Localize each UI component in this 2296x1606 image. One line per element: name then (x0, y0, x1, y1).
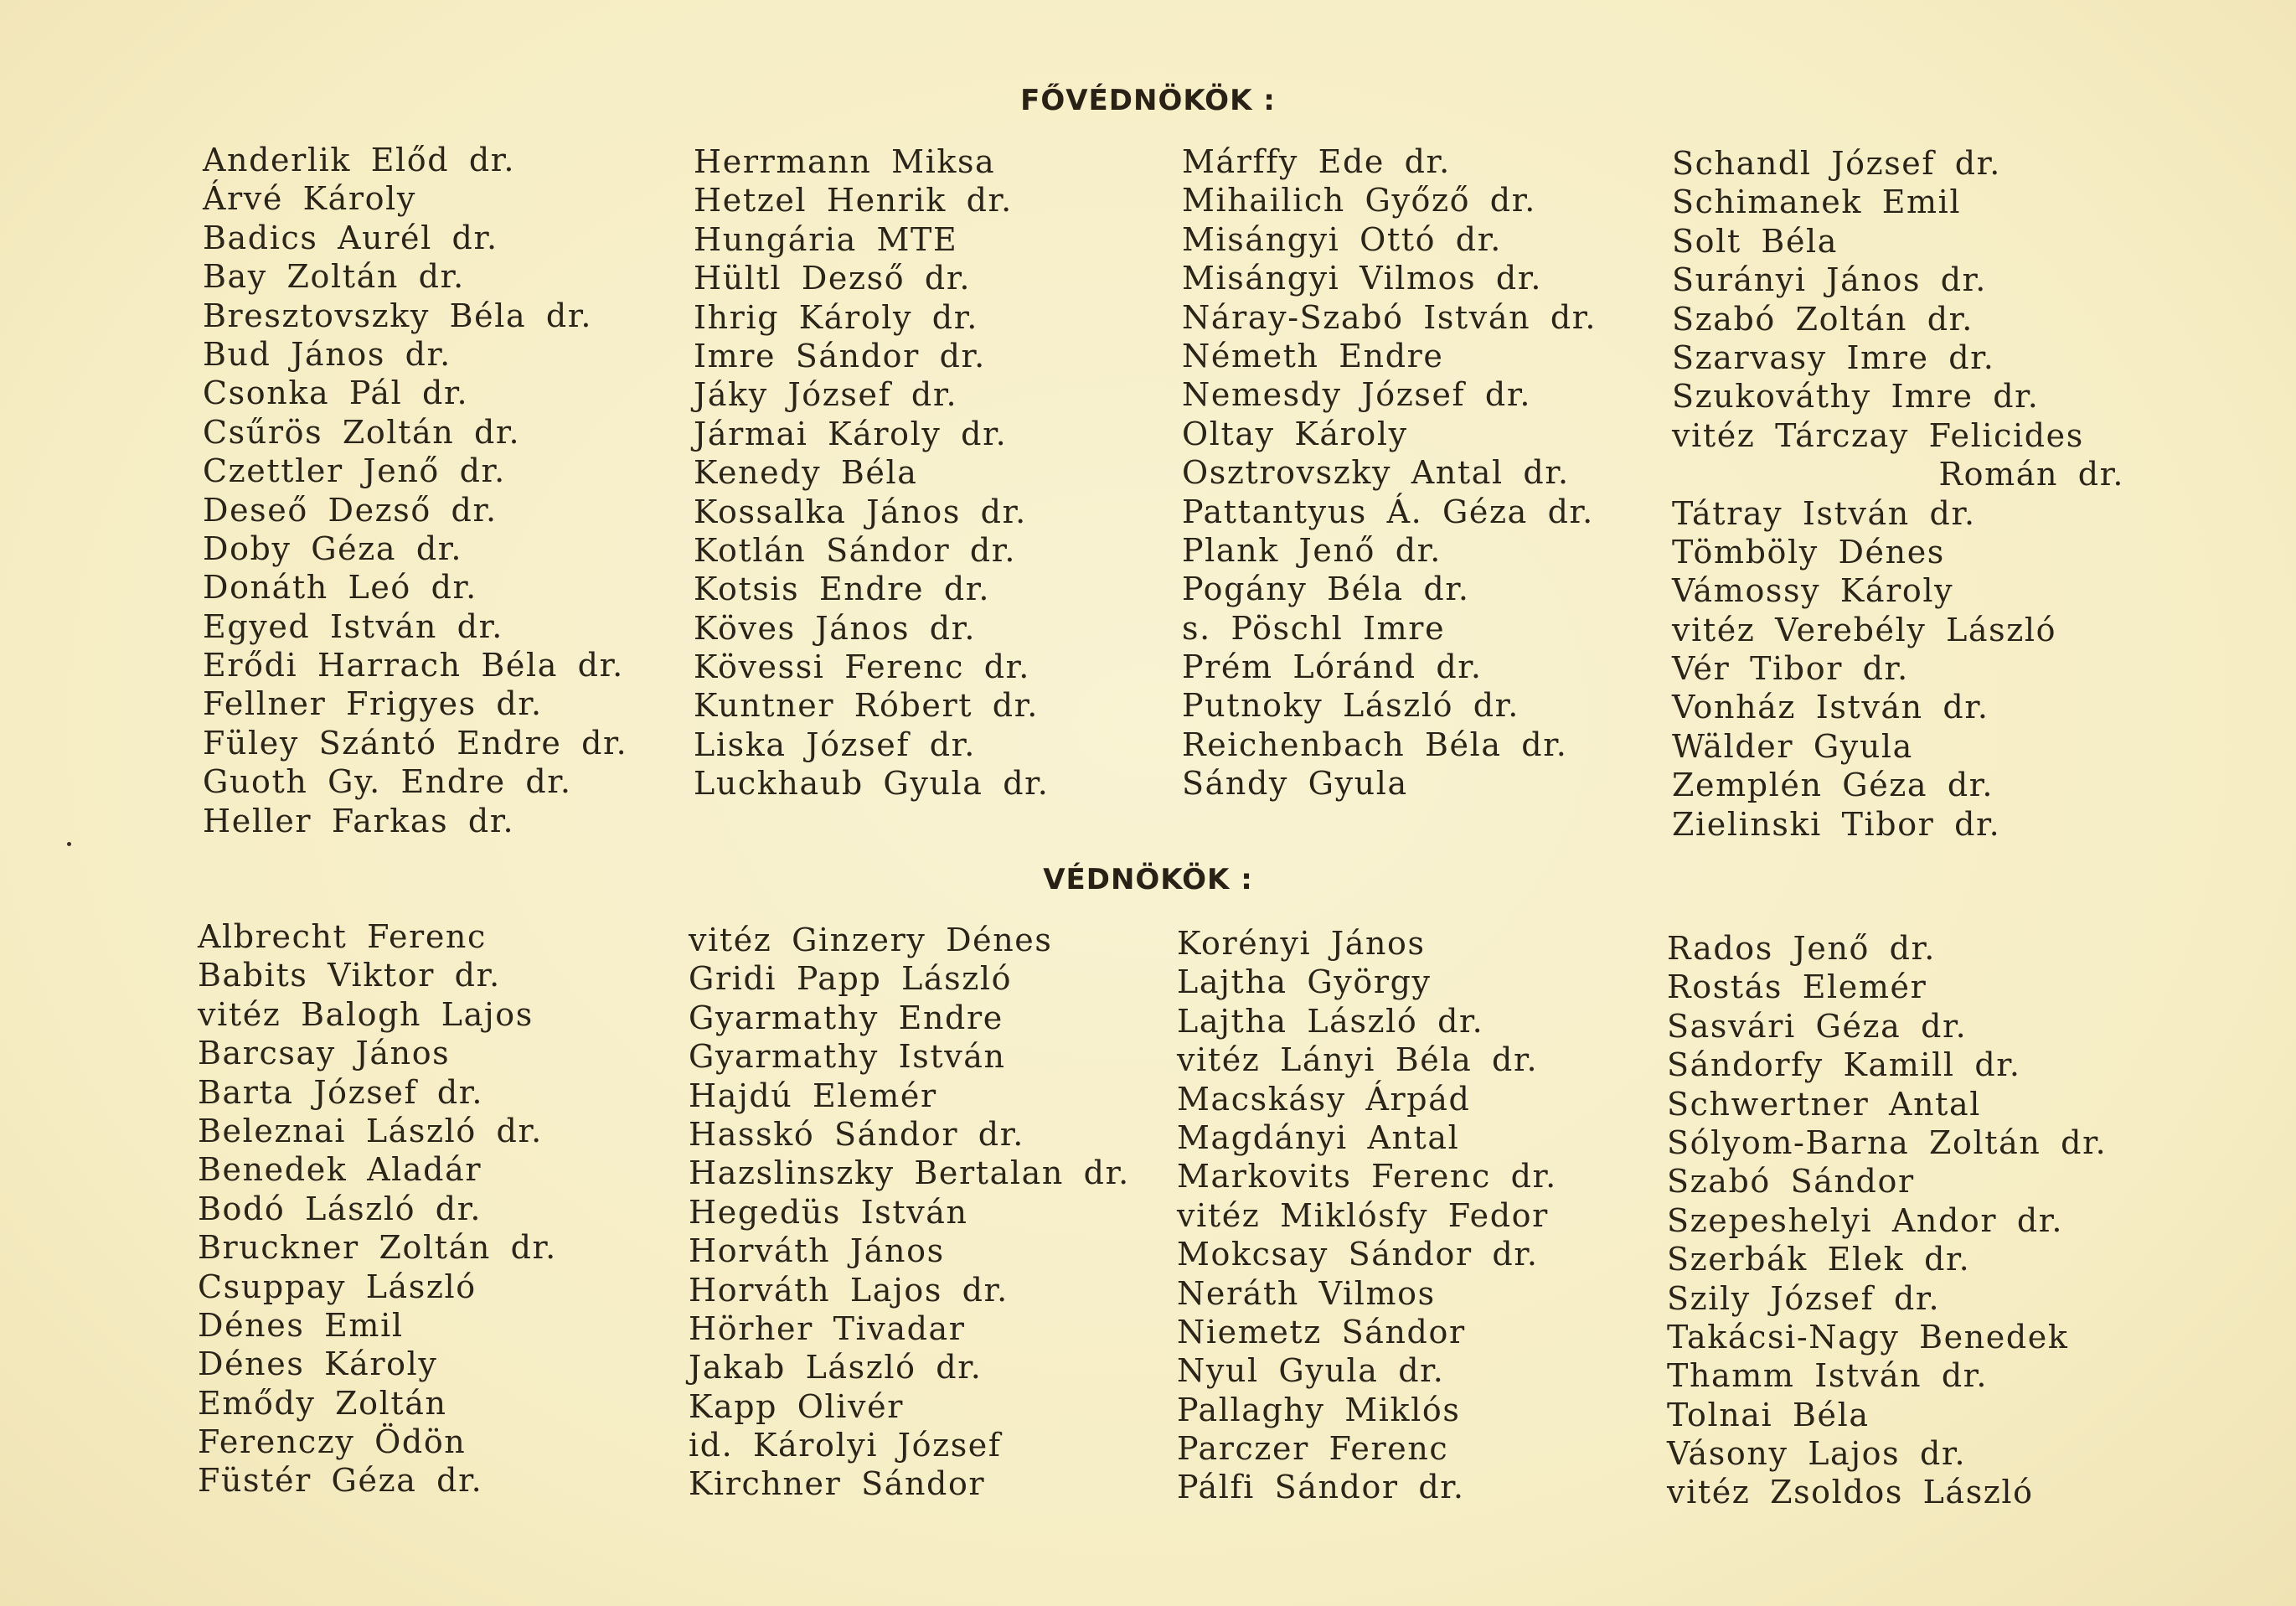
name-entry: Tömböly Dénes (1672, 533, 1945, 571)
name-entry: Sólyom-Barna Zoltán dr. (1667, 1123, 2108, 1161)
name-entry: Beleznai László dr. (198, 1112, 543, 1149)
name-entry: Albrecht Ferenc (198, 918, 487, 955)
name-entry: Dénes Károly (198, 1345, 438, 1383)
name-entry: Surányi János dr. (1672, 261, 1987, 299)
name-entry: Barcsay János (198, 1035, 451, 1072)
name-entry: Babits Viktor dr. (198, 957, 501, 994)
name-entry: Bodó László dr. (198, 1190, 482, 1227)
name-entry: Doby Géza dr. (203, 529, 463, 567)
name-entry: Lajtha György (1177, 963, 1432, 1001)
name-entry: vitéz Lányi Béla dr. (1177, 1041, 1539, 1079)
name-entry: Parczer Ferenc (1177, 1430, 1449, 1468)
name-entry: Mokcsay Sándor dr. (1177, 1236, 1539, 1273)
name-entry: Neráth Vilmos (1177, 1274, 1436, 1312)
name-entry: Luckhaub Gyula dr. (694, 765, 1050, 803)
name-entry: Lajtha László dr. (1177, 1002, 1484, 1040)
name-entry: Zemplén Géza dr. (1672, 767, 1994, 804)
name-entry: Kossalka János dr. (694, 493, 1027, 530)
name-entry: Hazslinszky Bertalan dr. (689, 1154, 1130, 1192)
name-entry: Liska József dr. (694, 726, 976, 763)
name-entry: Badics Aurél dr. (203, 219, 498, 256)
name-entry: vitéz Verebély László (1672, 611, 2057, 648)
name-entry: Kotsis Endre dr. (694, 571, 991, 608)
name-entry: Ihrig Károly dr. (694, 298, 978, 336)
name-entry: Plank Jenő dr. (1182, 531, 1442, 569)
name-entry: Kövessi Ferenc dr. (694, 648, 1030, 686)
name-entry: Barta József dr. (198, 1073, 484, 1111)
name-entry: vitéz Miklósfy Fedor (1177, 1196, 1549, 1234)
name-entry: Guoth Gy. Endre dr. (203, 763, 572, 801)
name-entry: Misángyi Vilmos dr. (1182, 260, 1543, 297)
vednokok-column-2 (689, 921, 1130, 1504)
name-entry: Erődi Harrach Béla dr. (203, 647, 624, 684)
name-entry: Csonka Pál dr. (203, 374, 469, 412)
name-entry: Kapp Olivér (689, 1387, 904, 1425)
name-entry: Thamm István dr. (1667, 1357, 1989, 1395)
name-entry: vitéz Balogh Lajos (198, 995, 534, 1033)
fovednokok-column-4 (1672, 144, 2124, 844)
vednokok-column-3 (1177, 924, 1557, 1507)
name-entry: Köves János dr. (694, 609, 976, 647)
name-entry: Szerbák Elek dr. (1667, 1241, 1971, 1278)
name-entry: Hetzel Henrik dr. (694, 182, 1013, 219)
name-entry: Sándy Gyula (1182, 765, 1408, 803)
fovednokok-column-1 (203, 141, 627, 840)
name-entry: Hajdú Elemér (689, 1077, 937, 1114)
name-entry: Vásony Lajos dr. (1667, 1435, 1967, 1473)
name-entry: Szabó Zoltán dr. (1672, 300, 1974, 338)
name-entry: Horváth János (689, 1232, 945, 1270)
name-entry: vitéz Tárczay Felicides (1672, 416, 2084, 454)
name-entry: Füley Szántó Endre dr. (203, 724, 628, 762)
name-entry: Szepeshelyi Andor dr. (1667, 1201, 2064, 1239)
name-entry: Magdányi Antal (1177, 1118, 1460, 1156)
name-entry: Tolnai Béla (1667, 1396, 1870, 1433)
name-entry: Kenedy Béla (694, 454, 918, 492)
name-entry: Kirchner Sándor (689, 1465, 986, 1503)
name-entry: Nemesdy József dr. (1182, 376, 1532, 414)
name-entry: Oltay Károly (1182, 415, 1408, 452)
name-entry: Szukováthy Imre dr. (1672, 378, 2040, 416)
name-entry: Pálfi Sándor dr. (1177, 1469, 1465, 1506)
vednokok-column-1 (198, 917, 557, 1500)
name-entry: Schwertner Antal (1667, 1085, 1982, 1123)
name-entry: Jármai Károly dr. (694, 415, 1008, 452)
name-entry: s. Pöschl Imre (1182, 609, 1446, 647)
name-entry: Niemetz Sándor (1177, 1313, 1466, 1350)
name-entry: Schimanek Emil (1672, 183, 1962, 221)
name-entry: Takácsi-Nagy Benedek (1667, 1318, 2069, 1356)
name-entry: Árvé Károly (203, 180, 416, 218)
name-entry: Reichenbach Béla dr. (1182, 726, 1568, 763)
name-entry: Czettler Jenő dr. (203, 452, 506, 490)
paper-speck (67, 842, 71, 846)
name-entry: Emődy Zoltán (198, 1384, 447, 1422)
name-entry: Bresztovszky Béla dr. (203, 297, 593, 334)
name-entry: Sándorfy Kamill dr. (1667, 1046, 2021, 1084)
fovednokok-column-3 (1182, 142, 1597, 803)
name-entry: Vámossy Károly (1672, 572, 1954, 610)
vednokok-column-4 (1667, 929, 2107, 1512)
name-entry: Gridi Papp László (689, 960, 1013, 998)
name-entry: Füstér Géza dr. (198, 1462, 483, 1500)
name-entry: Pallaghy Miklós (1177, 1391, 1461, 1428)
name-entry: Prém Lóránd dr. (1182, 648, 1483, 686)
name-entry: Dénes Emil (198, 1306, 404, 1344)
name-entry: Putnoky László dr. (1182, 687, 1519, 725)
name-entry: Macskásy Árpád (1177, 1080, 1471, 1118)
name-entry: Zielinski Tibor dr. (1672, 805, 2001, 843)
name-entry: Mihailich Győző dr. (1182, 182, 1536, 219)
name-entry: Herrmann Miksa (694, 143, 996, 180)
name-entry: Osztrovszky Antal dr. (1182, 454, 1570, 492)
name-entry: Kotlán Sándor dr. (694, 531, 1017, 569)
name-entry: Szabó Sándor (1667, 1163, 1915, 1201)
name-entry: Nyul Gyula dr. (1177, 1352, 1445, 1390)
name-entry: Solt Béla (1672, 222, 1839, 260)
name-entry: Csűrös Zoltán dr. (203, 413, 521, 451)
name-entry: Pattantyus Á. Géza dr. (1182, 493, 1594, 530)
name-entry: Markovits Ferenc dr. (1177, 1158, 1557, 1195)
name-entry: Pogány Béla dr. (1182, 571, 1470, 608)
name-entry: vitéz Zsoldos László (1667, 1474, 2034, 1511)
name-entry: Márffy Ede dr. (1182, 143, 1451, 180)
name-entry: Gyarmathy István (689, 1038, 1006, 1076)
name-entry: Rostás Elemér (1667, 968, 1927, 1006)
name-entry: Hörher Tivadar (689, 1309, 966, 1347)
name-entry: Hungária MTE (694, 220, 958, 258)
section-heading-fovednokok: FŐVÉDNÖKÖK : (1020, 84, 1276, 117)
name-entry: Schandl József dr. (1672, 145, 2001, 182)
name-entry: Rados Jenő dr. (1667, 930, 1936, 967)
name-entry: id. Károlyi József (689, 1427, 1002, 1464)
name-entry: Jakab László dr. (689, 1349, 983, 1387)
name-entry: Kuntner Róbert dr. (694, 687, 1039, 725)
name-entry: Hültl Dezső dr. (694, 260, 972, 297)
name-entry: Korényi János (1177, 925, 1426, 962)
name-entry: Horváth Lajos dr. (689, 1271, 1009, 1309)
name-entry: Imre Sándor dr. (694, 337, 986, 374)
name-entry: Csuppay László (198, 1268, 477, 1305)
name-entry: Bay Zoltán dr. (203, 258, 465, 296)
name-entry: Donáth Leó dr. (203, 569, 477, 607)
section-heading-vednokok: VÉDNÖKÖK : (1043, 863, 1253, 896)
name-entry: Jáky József dr. (694, 376, 958, 414)
name-entry: Tátray István dr. (1672, 494, 1976, 532)
name-entry: Vonház István dr. (1672, 689, 1989, 726)
name-entry: Hegedüs István (689, 1193, 968, 1231)
name-entry: Heller Farkas dr. (203, 802, 515, 839)
name-entry: Bruckner Zoltán dr. (198, 1229, 557, 1267)
name-entry: Misángyi Ottó dr. (1182, 220, 1502, 258)
name-entry: Ferenczy Ödön (198, 1423, 467, 1461)
name-entry: Vér Tibor dr. (1672, 650, 1909, 688)
name-entry: Wälder Gyula (1672, 727, 1913, 765)
name-entry: vitéz Ginzery Dénes (689, 922, 1053, 958)
name-entry: Náray-Szabó István dr. (1182, 298, 1597, 336)
name-entry: Bud János dr. (203, 335, 451, 373)
name-entry: Németh Endre (1182, 337, 1444, 374)
name-entry: Szarvasy Imre dr. (1672, 338, 1995, 376)
name-entry: Anderlik Előd dr. (203, 142, 516, 178)
name-entry-continuation: Román dr. (1938, 456, 2124, 493)
name-entry: Fellner Frigyes dr. (203, 685, 543, 723)
fovednokok-column-2 (694, 142, 1049, 803)
name-entry: Benedek Aladár (198, 1151, 482, 1189)
name-entry: Sasvári Géza dr. (1667, 1007, 1968, 1045)
name-entry: Szily József dr. (1667, 1279, 1941, 1317)
name-entry: Egyed István dr. (203, 607, 503, 645)
name-entry: Deseő Dezső dr. (203, 491, 498, 529)
name-entry: Hasskó Sándor dr. (689, 1115, 1024, 1153)
name-entry: Gyarmathy Endre (689, 999, 1004, 1036)
